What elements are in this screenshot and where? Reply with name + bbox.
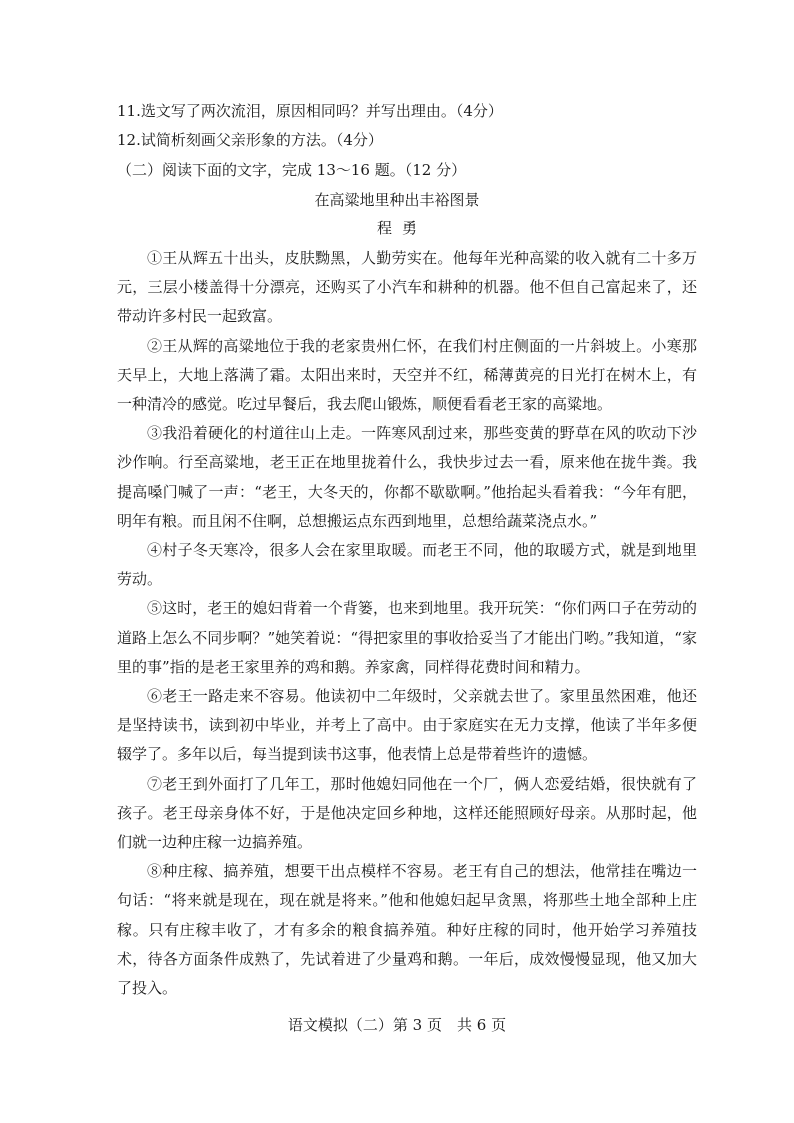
paragraph-4: ④村子冬天寒冷，很多人会在家里取暖。而老王不同，他的取暖方式，就是到地里劳动。	[117, 541, 697, 589]
paragraph-2: ②王从辉的高粱地位于我的老家贵州仁怀，在我们村庄侧面的一片斜坡上。小寒那天早上，大地上落满了霜。太阳出来时，天空并不红，稀薄黄亮的日光打在树木上，有一种清冷的感觉。吃过早餐后，我去爬山锻炼，顺便看看老王家的高粱地。	[117, 336, 697, 414]
paragraph-5: ⑤这时，老王的媳妇背着一个背篓，也来到地里。我开玩笑：“你们两口子在劳动的道路上怎么不同步啊？”她笑着说：“得把家里的事收拾妥当了才能出门哟。”我知道，“家里的事”指的是老王家里养的鸡和鹅。养家禽，同样得花费时间和精力。	[117, 599, 697, 676]
paragraph-1: ①王从辉五十出头，皮肤黝黑，人勤劳实在。他每年光种高粱的收入就有二十多万元，三层小楼盖得十分漂亮，还购买了小汽车和耕种的机器。他不但自己富起来了，还带动许多村民一起致富。	[117, 249, 697, 326]
article-author: 程勇	[376, 219, 427, 237]
page-footer: 语文模拟（二）第 3 页 共 6 页	[287, 1016, 507, 1034]
question-12: 12.试简析刻画父亲形象的方法。（4分）	[117, 131, 383, 149]
article-title: 在高粱地里种出丰裕图景	[314, 191, 480, 209]
paragraph-3: ③我沿着硬化的村道往山上走。一阵寒风刮过来，那些变黄的野草在风的吹动下沙沙作响。行至高粱地，老王正在地里拢着什么，我快步过去一看，原来他在拢牛粪。我提高嗓门喊了一声：“老王，大冬天的，你都不歇歇啊。”他抬起头看着我：“今年有肥，明年有粮。而且闲不住啊，总想搬运点东西到地里，总想给蔬菜浇点水。”	[117, 424, 697, 530]
paragraph-6: ⑥老王一路走来不容易。他读初中二年级时，父亲就去世了。家里虽然困难，他还是坚持读书，读到初中毕业，并考上了高中。由于家庭实在无力支撑，他读了半年多便辍学了。多年以后，每当提到读书这事，他表情上总是带着些许的遗憾。	[117, 687, 697, 764]
paragraph-8: ⑧种庄稼、搞养殖，想要干出点模样不容易。老王有自己的想法，他常挂在嘴边一句话：“将来就是现在，现在就是将来。”他和他媳妇起早贪黑，将那些土地全部种上庄稼。只有庄稼丰收了，才有多余的粮食搞养殖。种好庄稼的同时，他开始学习养殖技术，待各方面条件成熟了，先试着进了少量鸡和鹅。一年后，成效慢慢显现，他又加大了投入。	[117, 862, 697, 998]
section-2-heading: （二）阅读下面的文字，完成 13～16 题。（12 分）	[117, 161, 467, 179]
paragraph-7: ⑦老王到外面打了几年工，那时他媳妇同他在一个厂，俩人恋爱结婚，很快就有了孩子。老王母亲身体不好，于是他决定回乡种地，这样还能照顾好母亲。从那时起，他们就一边种庄稼一边搞养殖。	[117, 774, 697, 852]
article-body	[117, 244, 697, 1003]
question-11: 11.选文写了两次流泪，原因相同吗？并写出理由。（4分）	[117, 102, 503, 120]
